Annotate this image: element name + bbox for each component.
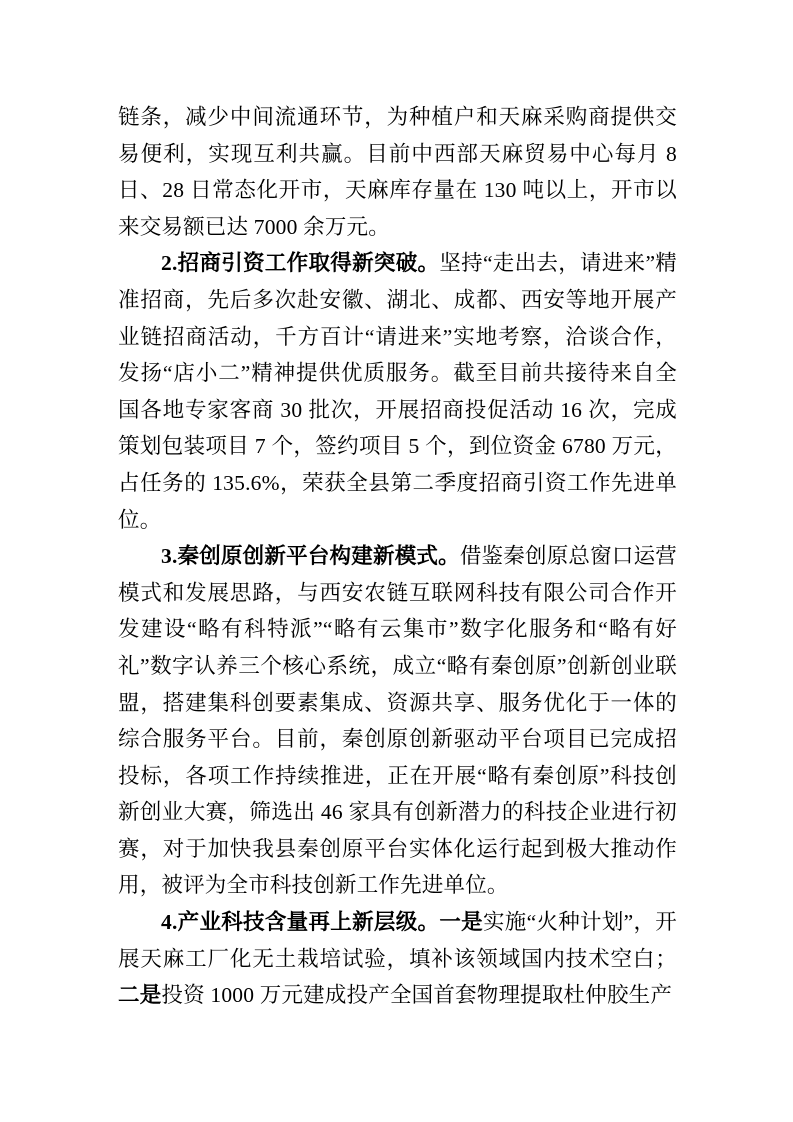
item-4-second-point-label: 二是 xyxy=(118,983,162,1008)
item-2-heading: 2.招商引资工作取得新突破。 xyxy=(161,251,440,276)
paragraph-item-3 xyxy=(118,538,677,904)
document-body xyxy=(118,99,677,1014)
text-run: 坚持“走出去，请进来”精准招商，先后多次赴安徽、湖北、成都、西安等地开展产业链招商活动，千方百计“请进来”实地考察，洽谈合作，发扬“店小二”精神提供优质服务。截至目前共接待来自全国各地专家客商 30 批次，开展招商投促活动 16 次，完成策划包装项目 7 个，签约项目 5 个，到位资金 6780 万元，占任务的 135.6%，荣获全县第二季度招商引资工作先进单位。 xyxy=(118,251,677,532)
paragraph-item-2 xyxy=(118,245,677,538)
paragraph-continuation xyxy=(118,99,677,245)
text-run: 链条，减少中间流通环节，为种植户和天麻采购商提供交易便利，实现互利共赢。目前中西部天麻贸易中心每月 8 日、28 日常态化开市，天麻库存量在 130 吨以上，开市以来交易额已达 7000 余万元。 xyxy=(118,105,677,239)
item-3-heading: 3.秦创原创新平台构建新模式。 xyxy=(161,544,460,569)
text-run: 借鉴秦创原总窗口运营模式和发展思路，与西安农链互联网科技有限公司合作开发建设“略有科特派”“略有云集市”数字化服务和“略有好礼”数字认养三个核心系统，成立“略有秦创原”创新创业联盟，搭建集科创要素集成、资源共享、服务优化于一体的综合服务平台。目前，秦创原创新驱动平台项目已完成招投标，各项工作持续推进，正在开展“略有秦创原”科技创新创业大赛，筛选出 46 家具有创新潜力的科技企业进行初赛，对于加快我县秦创原平台实体化运行起到极大推动作用，被评为全市科技创新工作先进单位。 xyxy=(118,544,677,898)
text-run: 实施“火种计划”，开展天麻工厂化无土栽培试验，填补该领域国内技术空白； xyxy=(118,910,678,971)
paragraph-item-4 xyxy=(118,904,677,1014)
item-4-heading: 4.产业科技含量再上新层级。一是 xyxy=(161,910,483,935)
text-run: 投资 1000 万元建成投产全国首套物理提取杜仲胶生产 xyxy=(161,983,673,1008)
